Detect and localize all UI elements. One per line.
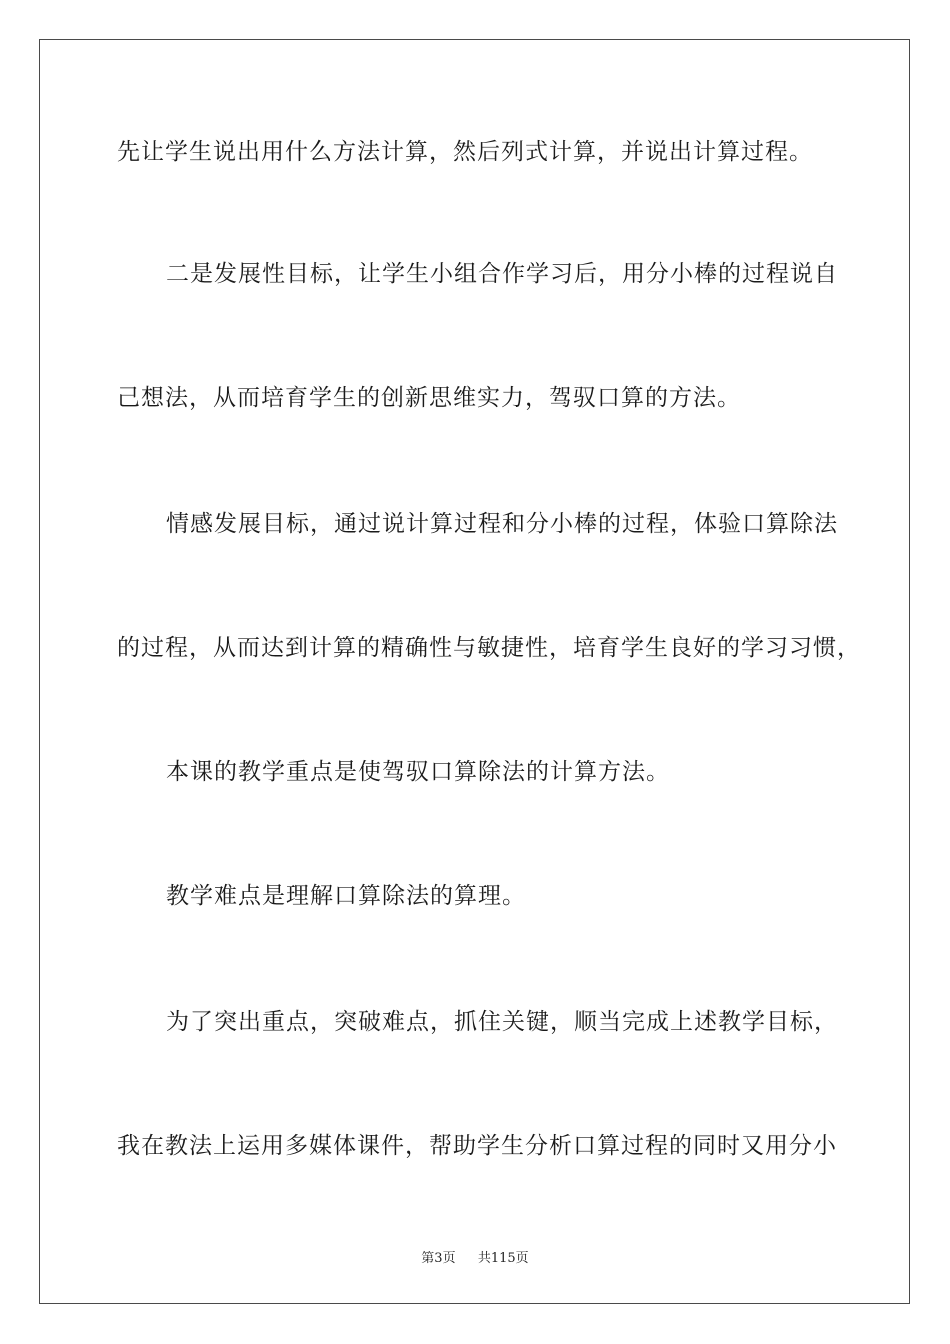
paragraph-line: 本课的教学重点是使驾驭口算除法的计算方法。: [166, 759, 670, 785]
page-number: 第3页: [421, 1251, 456, 1266]
paragraph-line: 二是发展性目标，让学生小组合作学习后，用分小棒的过程说自: [166, 261, 838, 287]
paragraph-line: 情感发展目标，通过说计算过程和分小棒的过程，体验口算除法: [166, 511, 838, 537]
page-total: 共115页: [477, 1251, 529, 1266]
paragraph-line: 我在教法上运用多媒体课件，帮助学生分析口算过程的同时又用分小: [117, 1133, 837, 1159]
page-border: [39, 39, 910, 1304]
paragraph-line: 己想法，从而培育学生的创新思维实力，驾驭口算的方法。: [117, 385, 741, 411]
page-footer: [0, 1247, 950, 1266]
paragraph-line: 教学难点是理解口算除法的算理。: [166, 883, 526, 909]
paragraph-line: 先让学生说出用什么方法计算，然后列式计算，并说出计算过程。: [117, 139, 813, 165]
paragraph-line: 为了突出重点，突破难点，抓住关键，顺当完成上述教学目标，: [166, 1009, 838, 1035]
paragraph-line: 的过程，从而达到计算的精确性与敏捷性，培育学生良好的学习习惯，: [117, 635, 861, 661]
